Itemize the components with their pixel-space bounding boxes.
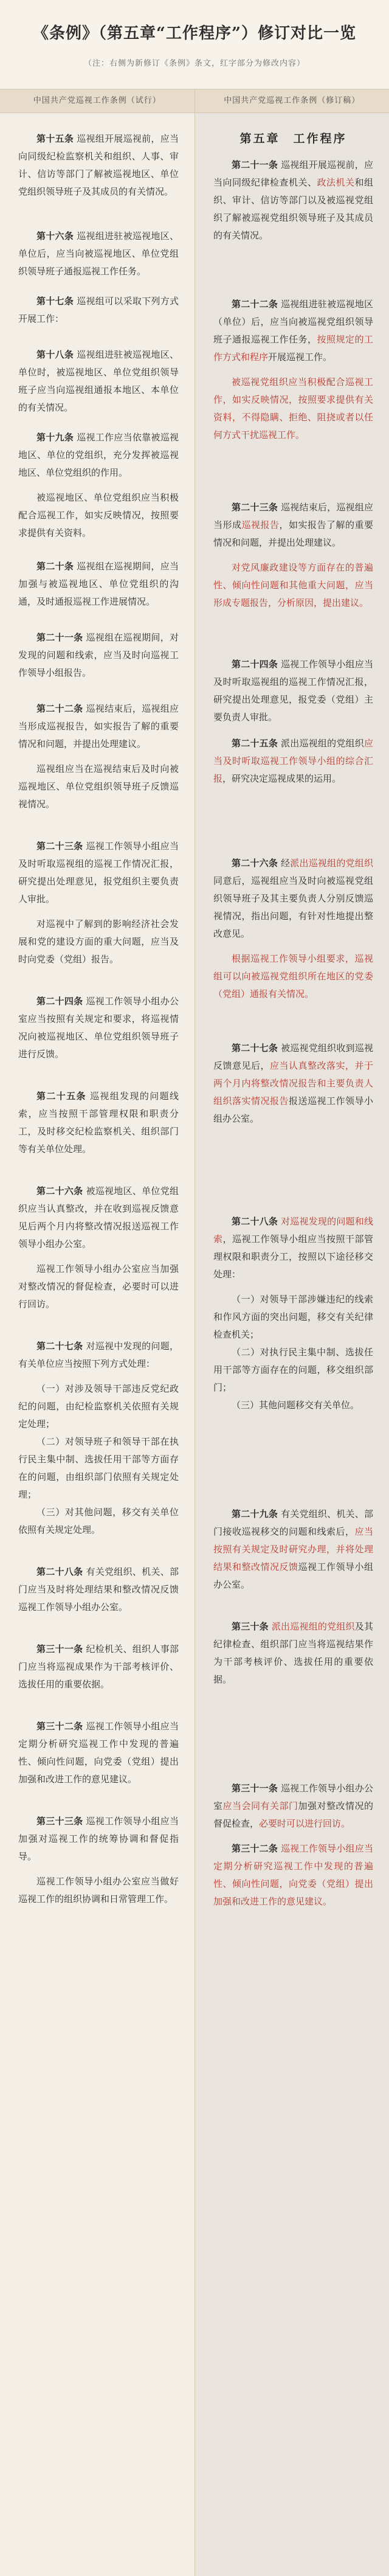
left-article-20: 第二十条 巡视组在巡视期间，应当加强与被巡视地区、单位党组织的沟通，及时通报巡视工作进展情况。	[18, 561, 179, 607]
left-article-28: 第二十八条 有关党组织、机关、部门应当及时将处理结果和整改情况反馈巡视工作领导小组办公室。	[18, 1566, 179, 1613]
left-article-33-para: 巡视工作领导小组办公室应当做好巡视工作的组织协调和日常管理工作。	[18, 1876, 179, 1904]
left-article-27-item-3: （三）对其他问题，移交有关单位依照有关规定处理。	[18, 1507, 179, 1535]
right-article-22-para: 被巡视党组织应当积极配合巡视工作，如实反映情况，按照要求提供有关资料，不得隐瞒、拒绝、阻挠或者以任何方式干扰巡视工作。	[213, 377, 373, 440]
chapter-title: 第五章 工作程序	[239, 132, 347, 145]
header	[0, 0, 389, 89]
right-article-23: 第二十三条 巡视结束后，巡视组应当形成巡视报告，如实报告了解的重要情况和问题，并提出处理建议。	[213, 502, 373, 548]
right-article-26: 第二十六条 经派出巡视组的党组织同意后，巡视组应当及时向被巡视党组织领导班子及其主要负责人分别反馈巡视情况，指出问题，有针对性地提出整改意见。	[213, 858, 373, 939]
right-article-32: 第三十二条 巡视工作领导小组应当定期分析研究巡视工作中发现的普遍性、倾向性问题，向党委（党组）提出加强和改进工作的意见建议。	[213, 1843, 373, 1907]
left-article-31: 第三十一条 纪检机关、组织人事部门应当将巡视成果作为干部考核评价、选拔任用的重要依据。	[18, 1644, 179, 1690]
left-article-27: 第二十七条 对巡视中发现的问题，有关单位应当按照下列方式处理：	[18, 1341, 179, 1369]
left-article-23-para: 对巡视中了解到的影响经济社会发展和党的建设方面的重大问题，应当及时向党委（党组）报告。	[18, 918, 179, 965]
right-article-24: 第二十四条 巡视工作领导小组应当及时听取巡视组的巡视工作情况汇报，研究提出处理意见，报党委（党组）主要负责人审批。	[213, 659, 373, 723]
right-article-28-item-2: （二）对执行民主集中制、选拔任用干部等方面存在的问题，移交组织部门；	[213, 1347, 373, 1393]
left-column	[0, 113, 194, 2576]
left-article-27-item-2: （二）对领导班子和领导干部在执行民主集中制、选拔任用干部等方面存在的问题，由组织部门依照有关规定处理；	[18, 1436, 179, 1500]
right-article-22: 第二十二条 巡视组进驻被巡视地区（单位）后，应当向被巡视党组织领导班子通报巡视工作任务，按照规定的工作方式和程序开展巡视工作。	[213, 299, 373, 363]
page-note: （注：右侧为新修订《条例》条文，红字部分为修改内容）	[83, 59, 305, 68]
left-article-16: 第十六条 巡视组进驻被巡视地区、单位后，应当向被巡视地区、单位党组织领导班子通报巡视工作任务。	[18, 231, 179, 277]
right-column-header: 中国共产党巡视工作条例（修订稿）	[194, 89, 389, 113]
right-article-23-para: 对党风廉政建设等方面存在的普遍性、倾向性问题和其他重大问题，应当形成专题报告，分析原因，提出建议。	[213, 562, 373, 608]
right-article-31: 第三十一条 巡视工作领导小组办公室应当会同有关部门加强对整改情况的督促检查，必要时可以进行回访。	[213, 1783, 373, 1829]
left-article-19-para: 被巡视地区、单位党组织应当积极配合巡视工作，如实反映情况，按照要求提供有关资料。	[18, 492, 179, 538]
right-article-25: 第二十五条 派出巡视组的党组织应当及时听取巡视工作领导小组的综合汇报，研究决定巡视成果的运用。	[213, 738, 373, 784]
left-article-17: 第十七条 巡视组可以采取下列方式开展工作：	[18, 296, 179, 324]
left-article-18: 第十八条 巡视组进驻被巡视地区、单位时，被巡视地区、单位党组织领导班子应当向巡视组通报本地区、本单位的有关情况。	[18, 349, 179, 413]
right-article-28-item-3: （三）其他问题移交有关单位。	[232, 1400, 360, 1411]
right-article-27: 第二十七条 被巡视党组织收到巡视反馈意见后，应当认真整改落实，并于两个月内将整改情况报告和主要负责人组织落实情况报告报送巡视工作领导小组办公室。	[213, 1043, 373, 1124]
comparison-table	[0, 113, 389, 2576]
left-article-25: 第二十五条 巡视组发现的问题线索，应当按照干部管理权限和职责分工，及时移交纪检监察机关、组织部门等有关单位处理。	[18, 1091, 179, 1154]
right-article-28: 第二十八条 对巡视发现的问题和线索，巡视工作领导小组应当按照干部管理权限和职责分工，按照以下途径移交处理：	[213, 1216, 373, 1280]
left-article-22-para: 巡视组应当在巡视结束后及时向被巡视地区、单位党组织领导班子反馈巡视情况。	[18, 763, 179, 810]
right-article-26-para: 根据巡视工作领导小组要求，巡视组可以向被巡视党组织所在地区的党委（党组）通报有关情况。	[213, 953, 373, 999]
column-headers	[0, 89, 389, 113]
left-article-26: 第二十六条 被巡视地区、单位党组织应当认真整改，并在收到巡视反馈意见后两个月内将整改情况报送巡视工作领导小组办公室。	[18, 1186, 179, 1249]
left-article-32: 第三十二条 巡视工作领导小组应当定期分析研究巡视工作中发现的普遍性、倾向性问题，向党委（党组）提出加强和改进工作的意见建议。	[18, 1721, 179, 1785]
left-article-22: 第二十二条 巡视结束后，巡视组应当形成巡视报告，如实报告了解的重要情况和问题，并提出处理建议。	[18, 703, 179, 749]
left-article-23: 第二十三条 巡视工作领导小组应当及时听取巡视组的巡视工作情况汇报，研究提出处理意见，报党组织主要负责人审批。	[18, 841, 179, 904]
left-article-19: 第十九条 巡视工作应当依靠被巡视地区、单位的党组织，充分发挥被巡视地区、单位党组织的作用。	[18, 432, 179, 478]
left-column-header: 中国共产党巡视工作条例（试行）	[33, 96, 161, 105]
right-column	[194, 113, 389, 2576]
right-article-29: 第二十九条 有关党组织、机关、部门接收巡视移交的问题和线索后，应当按照有关规定及时研究办理，并将处理结果和整改情况反馈巡视工作领导小组办公室。	[213, 1508, 373, 1590]
left-article-21: 第二十一条 巡视组在巡视期间，对发现的问题和线索，应当及时向巡视工作领导小组报告。	[18, 632, 179, 678]
right-article-28-item-1: （一）对领导干部涉嫌违纪的线索和作风方面的突出问题，移交有关纪律检查机关；	[213, 1294, 373, 1340]
right-article-21: 第二十一条 巡视组开展巡视前，应当向同级纪律检查机关、政法机关和组织、审计、信访等部门以及被巡视党组织了解被巡视党组织领导班子及其成员的有关情况。	[213, 159, 373, 241]
left-article-15: 第十五条 巡视组开展巡视前，应当向同级纪检监察机关和组织、人事、审计、信访等部门了解被巡视地区、单位党组织领导班子及其成员的有关情况。	[18, 133, 179, 197]
left-article-26-para: 巡视工作领导小组办公室应当加强对整改情况的督促检查，必要时可以进行回访。	[18, 1263, 179, 1310]
page-title: 《条例》（第五章“工作程序”）修订对比一览	[33, 24, 356, 43]
left-article-24: 第二十四条 巡视工作领导小组办公室应当按照有关规定和要求，将巡视情况向被巡视地区、单位党组织领导班子进行反馈。	[18, 996, 179, 1060]
left-article-27-item-1: （一）对涉及领导干部违反党纪政纪的问题，由纪检监察机关依照有关规定处理；	[18, 1383, 179, 1429]
left-article-33: 第三十三条 巡视工作领导小组应当加强对巡视工作的统筹协调和督促指导。	[18, 1816, 179, 1862]
right-article-30: 第三十条 派出巡视组的党组织及其纪律检查、组织部门应当将巡视结果作为干部考核评价、选拔任用的重要依据。	[213, 1621, 373, 1685]
